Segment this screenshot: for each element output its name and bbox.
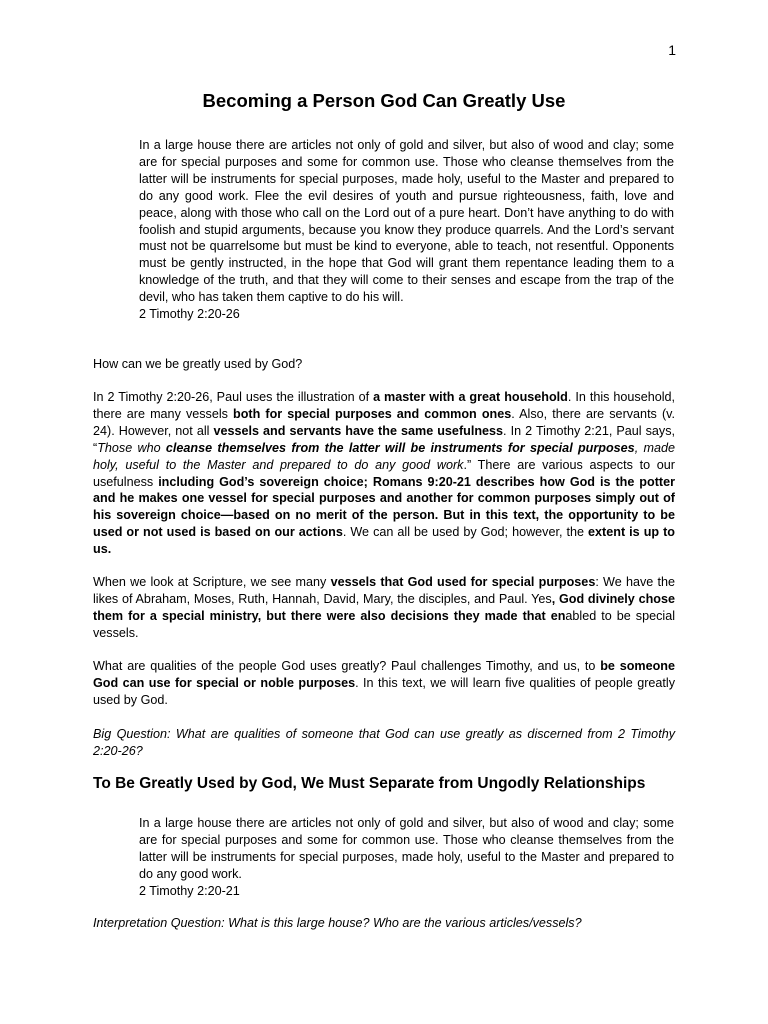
text-run: In 2 Timothy 2:20-26, Paul uses the illustration of xyxy=(93,390,374,404)
text-run: . In this text, we will learn five qualities of people greatly used by God. xyxy=(93,675,675,707)
scripture-quote-block xyxy=(139,137,674,323)
big-question: Big Question: What are qualities of someone that God can use greatly as discerned from 2 Timothy 2:20-26? xyxy=(93,727,675,758)
bold-run: including God’s sovereign choice; Romans 9:20-21 describes how God is the potter and he makes one vessel for special purposes and another for common purposes simply out of his sovereign choice—based on no merit of the person. But in this text, the opportunity to be used or not used is based on our actions xyxy=(93,474,675,540)
text-run: What are qualities of the people God uses greatly? Paul challenges Timothy, and us, to xyxy=(93,659,601,673)
scripture-quote-block-2 xyxy=(139,815,674,900)
scripture-reference: 2 Timothy 2:20-26 xyxy=(139,307,240,322)
scripture-reference: 2 Timothy 2:20-21 xyxy=(139,883,240,898)
interpretation-question: Interpretation Question: What is this large house? Who are the various articles/vessels? xyxy=(93,916,582,930)
italic-run: Those who xyxy=(97,440,166,455)
bold-run: vessels that God used for special purposes xyxy=(330,575,596,589)
scripture-quote-text: In a large house there are articles not only of gold and silver, but also of wood and clay; some are for special purposes and some for common use. Those who cleanse themselves from the latter will be instruments for special purposes, made holy, useful to the Master and prepared to do any good work. Flee the evil desires of youth and pursue righteousness, faith, love and peace, along with those who call on the Lord out of a pure heart. Don’t have anything to do with foolish and stupid arguments, because you know they produce quarrels. And the Lord’s servant must not be quarrelsome but must be kind to everyone, able to teach, not resentful. Opponents must be gently instructed, in the hope that God will grant them repentance leading them to a knowledge of the truth, and that they will come to their senses and escape from the trap of the devil, who has taken them captive to do his will. xyxy=(139,138,674,305)
text-run: . In 2 Timothy 2:21, Paul says, “ xyxy=(93,423,675,455)
paragraph-scripture-vessels xyxy=(93,574,675,642)
italic-run: , made holy, useful to the Master and prepared to do any good work xyxy=(93,440,675,472)
text-run: : We have the likes of Abraham, Moses, Ruth, Hannah, David, Mary, the disciples, and Paul. Yes xyxy=(93,575,676,606)
bold-run: be someone God can use for special or noble purposes xyxy=(93,659,676,690)
bold-italic-run: cleanse themselves from the latter will be instruments for special purposes xyxy=(165,440,635,455)
paragraph-household xyxy=(93,389,675,558)
text-run: .” There are various aspects to our usefulness xyxy=(93,457,675,489)
section-heading: To Be Greatly Used by God, We Must Separate from Ungodly Relationships xyxy=(93,775,646,792)
text-run: . In this household, there are many vessels xyxy=(93,390,676,421)
bold-run: extent is up to us. xyxy=(93,525,675,557)
bold-run: a master with a great household xyxy=(373,390,568,404)
scripture-quote-text: In a large house there are articles not only of gold and silver, but also of wood and clay; some are for special purposes and some for common use. Those who cleanse themselves from the latter will be instruments for special purposes, made holy, useful to the Master and prepared to do any good work. xyxy=(139,816,674,881)
document-title: Becoming a Person God Can Greatly Use xyxy=(202,90,566,111)
text-run: . We can all be used by God; however, the xyxy=(342,525,589,540)
bold-run: both for special purposes and common ones xyxy=(233,406,512,421)
bold-run: vessels and servants have the same usefulness xyxy=(213,423,504,438)
text-run: . Also, there are servants (v. 24). However, not all xyxy=(93,406,675,438)
text-run: When we look at Scripture, we see many xyxy=(93,575,331,589)
text-run: abled to be special vessels. xyxy=(93,608,676,640)
paragraph-qualities xyxy=(93,658,675,709)
page-number: 1 xyxy=(668,42,676,58)
bold-run: , God divinely chose them for a special ministry, but there were also decisions they made that en xyxy=(93,591,675,623)
intro-question: How can we be greatly used by God? xyxy=(93,357,303,371)
